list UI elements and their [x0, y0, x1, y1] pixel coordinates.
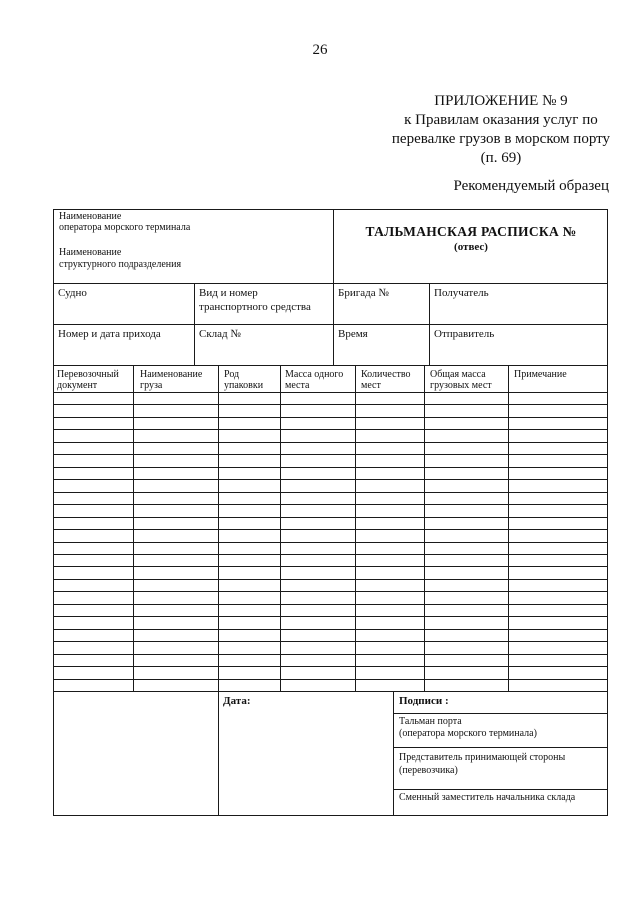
column-header: Перевозочный — [57, 369, 119, 380]
info-divider — [333, 283, 334, 365]
column-header: Масса одного — [285, 369, 344, 380]
form-border-right — [607, 209, 608, 816]
appendix-title: ПРИЛОЖЕНИЕ № 9 — [434, 93, 568, 109]
form-title: ТАЛЬМАНСКАЯ РАСПИСКА № — [365, 224, 577, 239]
page-number: 26 — [312, 42, 328, 58]
form-border-left — [53, 209, 54, 816]
sender-label: Отправитель — [434, 328, 495, 340]
appendix-line: к Правилам оказания услуг по — [404, 112, 598, 128]
deputy-signature-label: Сменный заместитель начальника склада — [399, 792, 576, 803]
column-header: Наименование — [140, 369, 203, 380]
table-row-line — [53, 442, 608, 443]
column-header: Род — [224, 369, 240, 380]
column-header: документ — [57, 380, 98, 391]
column-header: мест — [361, 380, 381, 391]
table-row-line — [53, 591, 608, 592]
table-row-line — [53, 641, 608, 642]
column-divider — [280, 365, 281, 691]
row-divider — [53, 365, 608, 366]
table-row-line — [53, 579, 608, 580]
recommended-sample-label: Рекомендуемый образец — [453, 178, 609, 194]
table-row-line — [53, 604, 608, 605]
table-row-line — [53, 479, 608, 480]
table-row-line — [53, 404, 608, 405]
table-row-line — [53, 566, 608, 567]
tallyman-signature-label: Тальман порта — [399, 716, 462, 727]
row-divider — [53, 283, 608, 284]
table-row-line — [53, 616, 608, 617]
appendix-line: перевалке грузов в морском порту — [391, 131, 610, 147]
representative-signature-label: Представитель принимающей стороны — [399, 752, 566, 763]
transport-label: Вид и номер — [199, 287, 258, 299]
table-row-line — [53, 517, 608, 518]
table-row-line — [53, 542, 608, 543]
arrival-label: Номер и дата прихода — [58, 328, 161, 340]
division-label: Наименование — [59, 247, 122, 258]
form-border-top — [53, 209, 608, 210]
row-divider — [53, 324, 608, 325]
signature-divider — [393, 747, 608, 748]
time-label: Время — [338, 328, 368, 340]
column-header: Общая масса — [430, 369, 486, 380]
operator-label: Наименование — [59, 211, 122, 222]
column-divider — [355, 365, 356, 691]
table-row-line — [53, 629, 608, 630]
column-divider — [133, 365, 134, 691]
column-header: места — [285, 380, 310, 391]
column-header: упаковки — [224, 380, 264, 391]
table-row-line — [53, 529, 608, 530]
appendix-paragraph: (п. 69) — [480, 150, 522, 166]
table-row-line — [53, 666, 608, 667]
vessel-label: Судно — [58, 287, 87, 299]
table-row-line — [53, 392, 608, 393]
signature-divider — [393, 789, 608, 790]
signatures-label: Подписи : — [399, 695, 449, 707]
table-row-line — [53, 492, 608, 493]
brigade-label: Бригада № — [338, 287, 389, 299]
column-divider — [508, 365, 509, 691]
info-divider — [429, 283, 430, 365]
table-row-line — [53, 554, 608, 555]
table-row-line — [53, 654, 608, 655]
table-bottom — [53, 691, 608, 692]
operator-label: оператора морского терминала — [59, 222, 191, 233]
tallyman-signature-label: (оператора морского терминала) — [399, 728, 537, 739]
recipient-label: Получатель — [434, 287, 489, 299]
header-divider — [333, 209, 334, 284]
form-border-bottom — [53, 815, 608, 816]
column-header: грузовых мест — [430, 380, 492, 391]
transport-label: транспортного средства — [199, 301, 311, 313]
table-row-line — [53, 417, 608, 418]
warehouse-label: Склад № — [199, 328, 241, 340]
representative-signature-label: (перевозчика) — [399, 765, 458, 776]
table-row-line — [53, 454, 608, 455]
table-row-line — [53, 679, 608, 680]
date-label: Дата: — [223, 695, 251, 707]
footer-divider — [393, 691, 394, 816]
column-header: груза — [140, 380, 163, 391]
column-header: Примечание — [514, 369, 567, 380]
table-row-line — [53, 429, 608, 430]
table-row-line — [53, 467, 608, 468]
form-subtitle: (отвес) — [454, 241, 488, 253]
signature-divider — [393, 713, 608, 714]
division-label: структурного подразделения — [59, 259, 182, 270]
column-divider — [424, 365, 425, 691]
table-row-line — [53, 504, 608, 505]
info-divider — [194, 283, 195, 365]
appendix-header — [392, 92, 610, 168]
column-header: Количество — [361, 369, 411, 380]
